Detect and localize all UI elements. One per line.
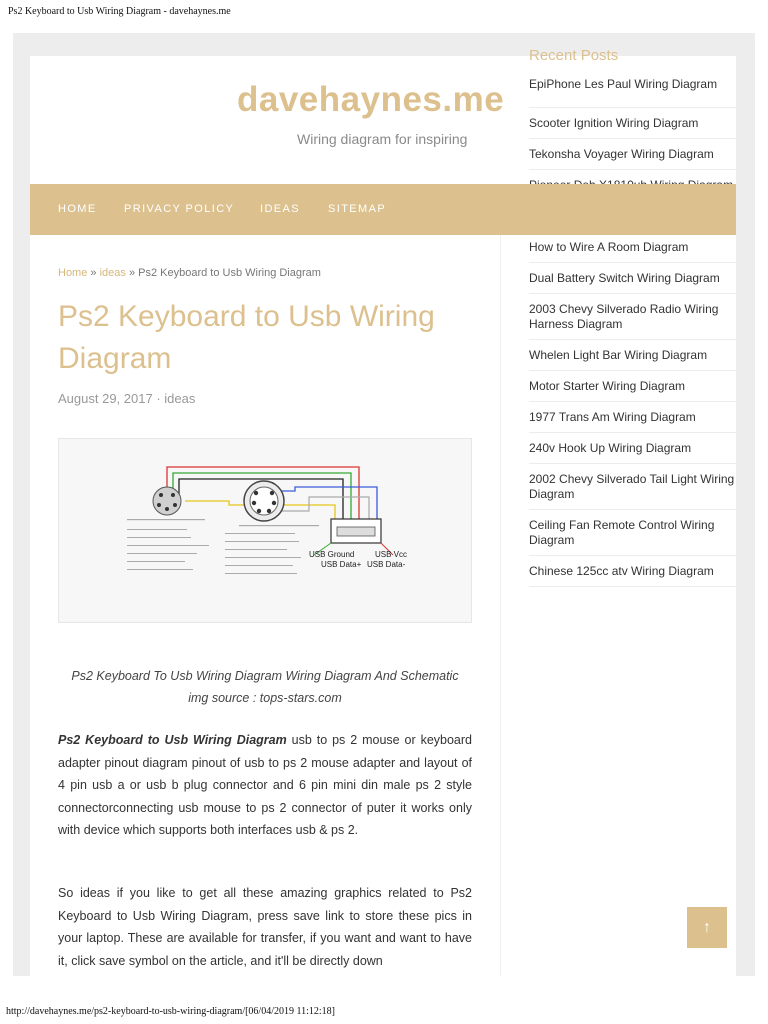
- nav-sitemap[interactable]: SITEMAP: [328, 203, 387, 215]
- recent-post-item[interactable]: Tekonsha Voyager Wiring Diagram: [529, 139, 736, 170]
- post-paragraph: [58, 729, 472, 842]
- post-paragraph: So ideas if you like to get all these amazing graphics related to Ps2 Keyboard to Usb Wiring Diagram, press save link to store these pics in your laptop. These are available for transfer, if you want and want to have it, click save symbol on the article, and it'll be directly down: [58, 886, 472, 968]
- post-paragraph-text: usb to ps 2 mouse or keyboard adapter pinout diagram pinout of usb to ps 2 mouse adapter and layout of 4 pin usb a or usb b plug connector and 6 pin mini din male ps 2 style connectorconnecting usb mouse to ps 2 connector of puter it works only with device which supports both interfaces usb & ps 2.: [58, 733, 472, 837]
- usb-data-minus-label: USB Data-: [367, 560, 406, 569]
- recent-post-item[interactable]: Chinese 125cc atv Wiring Diagram: [529, 556, 736, 587]
- nav-privacy-policy[interactable]: PRIVACY POLICY: [124, 203, 235, 215]
- breadcrumb-separator: »: [128, 267, 136, 279]
- image-caption: [58, 665, 472, 709]
- post-title: Ps2 Keyboard to Usb Wiring Diagram: [58, 300, 435, 375]
- post-meta-separator: ·: [156, 391, 161, 406]
- usb-ground-label: USB Ground: [309, 550, 355, 559]
- arrow-up-icon: ↑: [703, 918, 711, 936]
- wiring-diagram-graphic: [59, 439, 472, 623]
- recent-post-item[interactable]: 240v Hook Up Wiring Diagram: [529, 433, 736, 464]
- recent-post-item[interactable]: Whelen Light Bar Wiring Diagram: [529, 340, 736, 371]
- usb-data-plus-label: USB Data+: [321, 560, 362, 569]
- usb-vcc-label: USB Vcc: [375, 550, 408, 559]
- recent-post-item[interactable]: 2003 Chevy Silverado Radio Wiring Harness Diagram: [529, 294, 736, 340]
- recent-post-item[interactable]: Motor Starter Wiring Diagram: [529, 371, 736, 402]
- recent-post-item[interactable]: Scooter Ignition Wiring Diagram: [529, 108, 736, 139]
- recent-posts-heading: Recent Posts: [529, 47, 619, 64]
- sidebar-divider: [500, 235, 501, 976]
- post-date: August 29, 2017: [58, 391, 153, 406]
- recent-posts-list: [529, 77, 736, 587]
- recent-post-item[interactable]: EpiPhone Les Paul Wiring Diagram: [529, 77, 736, 108]
- main-navigation: [30, 184, 736, 235]
- post-diagram-image[interactable]: [58, 438, 472, 623]
- recent-post-item[interactable]: 1977 Trans Am Wiring Diagram: [529, 402, 736, 433]
- recent-post-item[interactable]: 2002 Chevy Silverado Tail Light Wiring Diagram: [529, 464, 736, 510]
- recent-post-item[interactable]: Dual Battery Switch Wiring Diagram: [529, 263, 736, 294]
- scroll-to-top-button[interactable]: [687, 907, 727, 948]
- recent-post-item[interactable]: Ceiling Fan Remote Control Wiring Diagram: [529, 510, 736, 556]
- nav-ideas[interactable]: IDEAS: [260, 203, 301, 215]
- post-meta: [58, 391, 195, 406]
- post-category-link[interactable]: ideas: [164, 391, 196, 406]
- nav-home[interactable]: HOME: [58, 203, 97, 215]
- breadcrumb-current: Ps2 Keyboard to Usb Wiring Diagram: [138, 267, 321, 279]
- site-tagline: Wiring diagram for inspiring: [297, 131, 468, 147]
- print-header: Ps2 Keyboard to Usb Wiring Diagram - davehaynes.me: [8, 6, 231, 17]
- recent-post-item[interactable]: How to Wire A Room Diagram: [529, 232, 736, 263]
- site-title[interactable]: davehaynes.me: [237, 80, 505, 119]
- caption-source: img source : tops-stars.com: [188, 691, 342, 705]
- print-footer: http://davehaynes.me/ps2-keyboard-to-usb-wiring-diagram/[06/04/2019 11:12:18]: [6, 1006, 336, 1017]
- caption-title: Ps2 Keyboard To Usb Wiring Diagram Wiring Diagram And Schematic: [71, 669, 459, 683]
- breadcrumb-separator: »: [90, 267, 97, 279]
- post-keyword: Ps2 Keyboard to Usb Wiring Diagram: [58, 733, 287, 747]
- breadcrumb-home-link[interactable]: Home: [58, 267, 88, 279]
- breadcrumb: [58, 267, 321, 279]
- breadcrumb-category-link[interactable]: ideas: [99, 267, 126, 279]
